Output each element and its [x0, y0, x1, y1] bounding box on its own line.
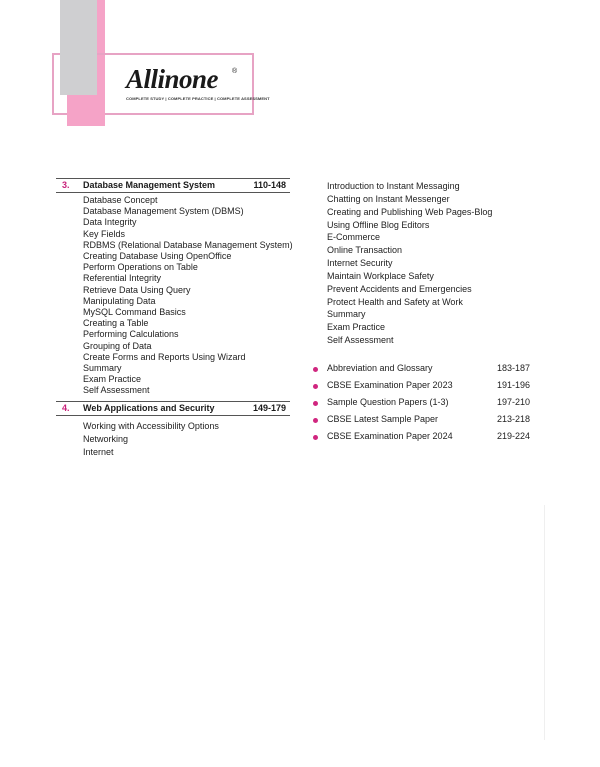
chapter-pages: 149-179: [252, 403, 286, 413]
appendix-pages: 191-196: [497, 380, 531, 390]
topic-item: Prevent Accidents and Emergencies: [327, 283, 472, 294]
appendix-label: CBSE Examination Paper 2023: [327, 380, 453, 390]
topic-item: Data Integrity: [83, 217, 137, 228]
chapter-topic-list: [83, 420, 219, 459]
topic-item: Networking: [83, 434, 129, 444]
topic-item: Creating Database Using OpenOffice: [83, 251, 232, 262]
appendix-pages: 183-187: [497, 363, 531, 373]
chapter-title: Web Applications and Security: [83, 403, 215, 413]
brand-logo: Allinone: [126, 64, 219, 94]
topic-item: Key Fields: [83, 228, 126, 239]
topic-item: MySQL Command Basics: [83, 307, 186, 318]
appendix-label: CBSE Examination Paper 2024: [327, 431, 453, 441]
topic-item: Working with Accessibility Options: [83, 421, 219, 431]
topic-item: Self Assessment: [83, 385, 150, 396]
topic-item: Using Offline Blog Editors: [327, 219, 430, 230]
topic-item: Creating and Publishing Web Pages-Blog: [327, 206, 493, 217]
bullet-icon: [313, 367, 318, 372]
chapter-heading: [56, 401, 290, 416]
logo-tagline: COMPLETE STUDY | COMPLETE PRACTICE | COMPLETE ASSESSMENT: [126, 96, 270, 101]
topic-item: Online Transaction: [327, 245, 403, 256]
topic-item: Internet Security: [327, 258, 393, 269]
topic-item: Create Forms and Reports Using Wizard: [83, 351, 246, 362]
topic-item: RDBMS (Relational Database Management System): [83, 239, 293, 250]
topic-item: Self Assessment: [327, 335, 394, 346]
topic-item: Database Concept: [83, 195, 158, 205]
appendix-label: Sample Question Papers (1-3): [327, 397, 449, 407]
topic-item: Grouping of Data: [83, 340, 152, 351]
topic-item: Creating a Table: [83, 318, 149, 329]
chapter-topic-list: [83, 195, 293, 397]
topic-item: Chatting on Instant Messenger: [327, 193, 450, 204]
registered-mark: ®: [232, 68, 238, 75]
topic-item: Maintain Workplace Safety: [327, 270, 434, 281]
topic-item: Internet: [83, 447, 114, 457]
bullet-icon: [313, 384, 318, 389]
topic-item: Exam Practice: [327, 322, 386, 333]
topic-item: Perform Operations on Table: [83, 262, 198, 273]
bullet-icon: [313, 435, 318, 440]
topic-item: Database Management System (DBMS): [83, 206, 244, 217]
topic-item: Performing Calculations: [83, 329, 179, 340]
chapter-pages: 110-148: [253, 180, 286, 190]
topic-item: Exam Practice: [83, 374, 142, 385]
topic-item: Referential Integrity: [83, 273, 162, 284]
bullet-icon: [313, 401, 318, 406]
appendix-list: [313, 363, 533, 448]
appendix-label: Abbreviation and Glossary: [327, 363, 433, 373]
appendix-item: [313, 414, 533, 431]
chapter-heading: [56, 178, 290, 193]
chapter-number: 4.: [62, 403, 70, 413]
page-edge-divider: [544, 505, 545, 740]
appendix-pages: 219-224: [497, 431, 531, 441]
appendix-item: [313, 380, 533, 397]
topic-item: Summary: [83, 363, 122, 374]
appendix-pages: 213-218: [497, 414, 531, 424]
topic-item: Introduction to Instant Messaging: [327, 181, 460, 191]
chapter-number: 3.: [62, 180, 70, 190]
logo-grey-bar-overlay: [60, 53, 97, 95]
appendix-pages: 197-210: [497, 397, 531, 407]
topic-item: Protect Health and Safety at Work: [327, 296, 463, 307]
continued-topic-list: [327, 180, 492, 347]
topic-item: Manipulating Data: [83, 295, 156, 306]
appendix-item: [313, 397, 533, 414]
topic-item: Summary: [327, 309, 366, 320]
bullet-icon: [313, 418, 318, 423]
topic-item: E-Commerce: [327, 232, 381, 243]
appendix-item: [313, 363, 533, 380]
topic-item: Retrieve Data Using Query: [83, 284, 191, 295]
logo-pink-bar-overlay: [67, 95, 105, 115]
appendix-item: [313, 431, 533, 448]
appendix-label: CBSE Latest Sample Paper: [327, 414, 439, 424]
chapter-title: Database Management System: [83, 180, 216, 190]
